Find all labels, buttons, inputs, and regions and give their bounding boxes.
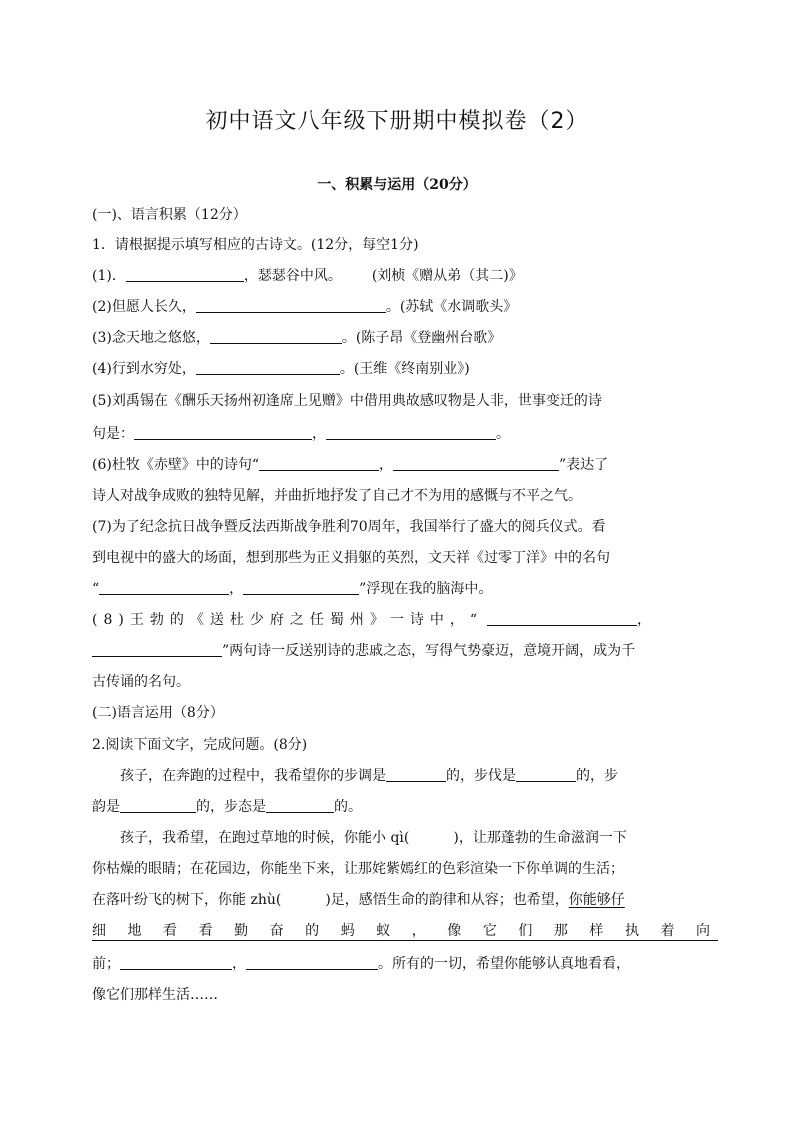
subsection-heading: (一)、语言积累（12分） xyxy=(92,207,247,223)
answer-blank[interactable] xyxy=(516,766,576,782)
q1-item-8-line1: (8)王勃的《送杜少府之任蜀州》一诗中，“ ， xyxy=(92,612,651,628)
q2-paragraph-2-line2: 你枯燥的眼睛；在花园边，你能坐下来，让那姹紫嫣红的色彩渲染一下你单调的生活； xyxy=(92,861,624,877)
answer-blank[interactable] xyxy=(259,455,379,471)
section-heading: 一、积累与运用（20分） xyxy=(317,177,477,193)
answer-blank[interactable] xyxy=(386,766,446,782)
answer-blank[interactable] xyxy=(92,641,222,657)
q1-item-7-line1: (7)为了纪念抗日战争暨反法西斯战争胜利70周年，我国举行了盛大的阅兵仪式。看 xyxy=(92,519,606,535)
q1-item-6-line2: 诗人对战争成败的独特见解，并曲折地抒发了自己才不为用的感慨与不平之气。 xyxy=(92,488,582,504)
subsection-heading-2: (二)语言运用（8分） xyxy=(92,705,224,721)
q2-paragraph-2-line3: 在落叶纷飞的树下，你能 zhù( )足，感悟生命的韵律和从容；也希望，你能够仔 xyxy=(92,892,625,908)
q1-item-6-line1: (6)杜牧《赤壁》中的诗句“ ， ”表达了 xyxy=(92,457,609,473)
q1-item-7-line3: “ ， ”浮现在我的脑海中。 xyxy=(92,581,493,597)
question-2-stem: 2.阅读下面文字，完成问题。(8分) xyxy=(92,737,308,753)
q1-item-2: (2)但愿人长久， 。(苏轼《水调歌头》 xyxy=(92,299,518,315)
answer-blank[interactable] xyxy=(243,579,359,595)
answer-blank[interactable] xyxy=(126,266,244,282)
question-1-stem: 1．请根据提示填写相应的古诗文。(12分，每空1分) xyxy=(92,237,419,253)
answer-blank[interactable] xyxy=(196,297,386,313)
q2-paragraph-2-line1: 孩子，我希望，在跑过草地的时候，你能小 qì( )，让那蓬勃的生命滋润一下 xyxy=(120,830,627,846)
q1-item-5-line1: (5)刘禹锡在《酬乐天扬州初逢席上见赠》中借用典故感叹物是人非，世事变迁的诗 xyxy=(92,393,602,409)
q2-paragraph-2-line6: 像它们那样生活…… xyxy=(92,987,218,1003)
underline-rule xyxy=(92,940,718,941)
page-title: 初中语文八年级下册期中模拟卷（2） xyxy=(205,109,589,134)
answer-blank[interactable] xyxy=(246,954,378,970)
q1-item-3: (3)念天地之悠悠， 。(陈子昂《登幽州台歌》 xyxy=(92,330,502,346)
answer-blank[interactable] xyxy=(266,797,334,813)
answer-blank[interactable] xyxy=(210,328,342,344)
answer-blank[interactable] xyxy=(196,359,340,375)
q2-paragraph-2-line5: 前； ， 。所有的一切，希望你能够认真地看看， xyxy=(92,956,630,972)
answer-blank[interactable] xyxy=(393,455,559,471)
q2-paragraph-2-line4: 细地看看勤奋的蚂蚁，像它们那样执着向 xyxy=(92,923,718,939)
answer-blank[interactable] xyxy=(120,797,196,813)
q2-paragraph-1-line2: 韵是 的，步态是 的。 xyxy=(92,799,362,815)
answer-blank[interactable] xyxy=(326,424,496,440)
answer-blank[interactable] xyxy=(99,579,229,595)
answer-blank[interactable] xyxy=(487,610,637,626)
q1-item-7-line2: 到电视中的盛大的场面，想到那些为正义捐躯的英烈，文天祥《过零丁洋》中的名句 xyxy=(92,550,610,566)
q1-item-8-line2: ”两句诗一反送别诗的悲戚之态，写得气势豪迈，意境开阔，成为千 xyxy=(92,641,702,661)
q2-paragraph-1-line1: 孩子，在奔跑的过程中，我希望你的步调是 的，步伐是 的，步 xyxy=(120,768,618,784)
q1-item-8-line3: 古传诵的名句。 xyxy=(92,674,190,690)
q1-item-4: (4)行到水穷处， 。(王维《终南别业》) xyxy=(92,361,470,377)
q1-item-1: (1)． ，瑟瑟谷中风。 (刘桢《赠从弟（其二)》 xyxy=(92,268,523,284)
answer-blank[interactable] xyxy=(134,424,312,440)
answer-blank[interactable] xyxy=(120,954,232,970)
q1-item-5-line2: 句是： ， 。 xyxy=(92,426,510,442)
